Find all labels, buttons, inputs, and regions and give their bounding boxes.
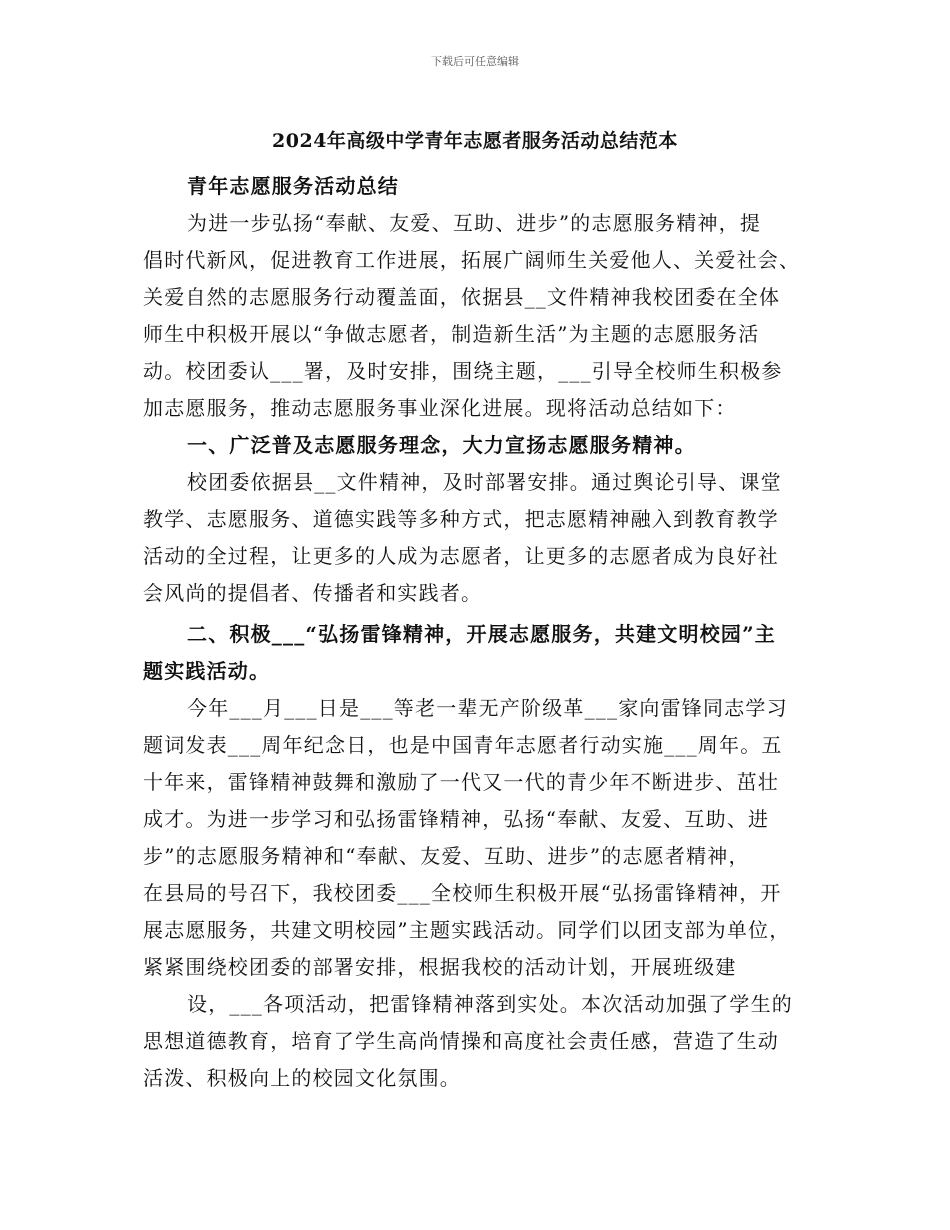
paragraph-line: 步”的志愿服务精神和“奉献、友爱、互助、进步”的志愿者精神，: [143, 844, 750, 868]
paragraph-line: 今年___月___日是___等老一辈无产阶级革___家向雷锋同志学习: [187, 696, 788, 720]
document-body: [143, 168, 823, 1097]
paragraph-line: 关爱自然的志愿服务行动覆盖面，依据县__文件精神我校团委在全体: [143, 285, 781, 309]
section-heading: 二、积极___“弘扬雷锋精神，开展志愿服务，共建文明校园”主: [187, 622, 777, 646]
paragraph-line: 加志愿服务，推动志愿服务事业深化进展。现将活动总结如下：: [143, 396, 737, 420]
document-title: 2024年高级中学青年志愿者服务活动总结范本: [272, 130, 678, 152]
paragraph-line: 紧紧围绕校团委的部署安排，根据我校的活动计划，开展班级建: [143, 955, 737, 979]
paragraph-line: 师生中积极开展以“争做志愿者，制造新生活”为主题的志愿服务活: [143, 322, 760, 346]
paragraph-line: 十年来，雷锋精神鼓舞和激励了一代又一代的青少年不断进步、茁壮: [143, 770, 779, 794]
paragraph-line: 活动的全过程，让更多的人成为志愿者，让更多的志愿者成为良好社: [143, 544, 779, 568]
paragraph-line: 动。校团委认___署，及时安排，围绕主题，___引导全校师生积极参: [143, 359, 783, 383]
paragraph-line: 会风尚的提倡者、传播者和实践者。: [143, 581, 483, 605]
paragraph-line: 展志愿服务，共建文明校园”主题实践活动。同学们以团支部为单位，: [143, 918, 791, 942]
page-header: 下载后可任意编辑: [431, 55, 519, 68]
paragraph-line: 为进一步弘扬“奉献、友爱、互助、进步”的志愿服务精神，提: [187, 211, 762, 235]
paragraph-line: 在县局的号召下，我校团委___全校师生积极开展“弘扬雷锋精神，开: [143, 881, 782, 905]
section-heading: 一、广泛普及志愿服务理念，大力宣扬志愿服务精神。: [187, 433, 696, 457]
paragraph-line: 成才。为进一步学习和弘扬雷锋精神，弘扬“奉献、友爱、互助、进: [143, 807, 770, 831]
paragraph-line: 思想道德教育，培育了学生高尚情操和高度社会责任感，营造了生动: [143, 1029, 779, 1053]
paragraph-line: 活泼、积极向上的校园文化氛围。: [143, 1066, 461, 1090]
paragraph-line: 题词发表___周年纪念日，也是中国青年志愿者行动实施___周年。五: [143, 733, 783, 757]
paragraph-line: 校团委依据县__文件精神，及时部署安排。通过舆论引导、课堂: [187, 470, 782, 494]
paragraph-line: 设，___各项活动，把雷锋精神落到实处。本次活动加强了学生的: [187, 992, 793, 1016]
paragraph-line: 教学、志愿服务、道德实践等多种方式，把志愿精神融入到教育教学: [143, 507, 779, 531]
section-heading: 题实践活动。: [143, 659, 271, 683]
paragraph-line: 倡时代新风，促进教育工作进展，拓展广阔师生关爱他人、关爱社会、: [143, 248, 801, 272]
section-heading: 青年志愿服务活动总结: [187, 174, 399, 198]
